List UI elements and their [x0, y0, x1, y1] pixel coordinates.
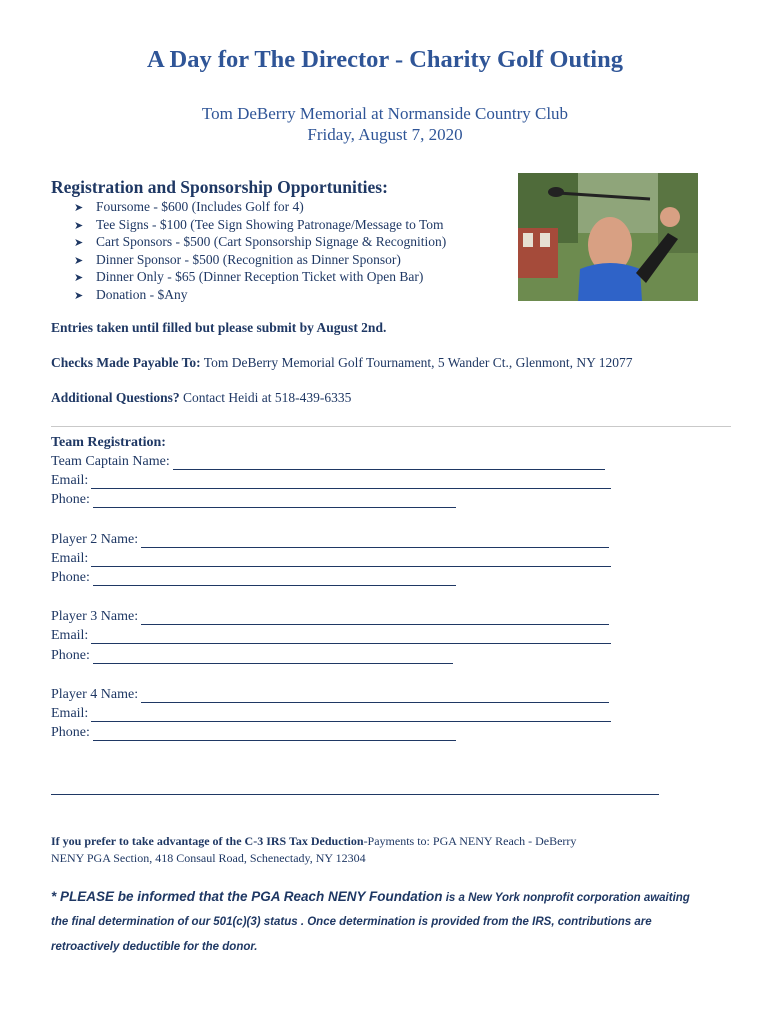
player3-email-field[interactable]: Email: [51, 628, 611, 644]
team-registration-heading: Team Registration: [51, 435, 166, 450]
player2-email-field[interactable]: Email: [51, 551, 611, 567]
player4-email-field[interactable]: Email: [51, 706, 611, 722]
golfer-photo [518, 173, 698, 301]
tax-deduction-line: If you prefer to take advantage of the C-3 IRS Tax Deduction-Payments to: PGA NENY Reach - DeBerry [51, 834, 577, 848]
arrow-bullet-icon: ➤ [74, 218, 84, 232]
questions-line: Additional Questions? Contact Heidi at 518-439-6335 [51, 390, 352, 405]
event-subtitle: Tom DeBerry Memorial at Normanside Country Club [201, 104, 569, 123]
divider [51, 426, 731, 427]
arrow-bullet-icon: ➤ [74, 271, 84, 284]
opportunities-heading: Registration and Sponsorship Opportunities: [51, 177, 388, 197]
arrow-bullet-icon: ➤ [74, 236, 84, 249]
player4-name-field[interactable]: Player 4 Name: [51, 687, 609, 703]
page-title: A Day for The Director - Charity Golf Outing [147, 46, 623, 73]
arrow-bullet-icon: ➤ [74, 253, 84, 267]
nonprofit-note-line2: the final determination of our 501(c)(3) status . Once determination is provided from the IRS, contributions are [51, 916, 652, 928]
arrow-bullet-icon: ➤ [74, 288, 84, 302]
player2-phone-field[interactable]: Phone: [51, 570, 456, 586]
list-item: ➤ Donation - $Any [74, 286, 446, 304]
list-item: ➤ Dinner Sponsor - $500 (Recognition as Dinner Sponsor) [74, 251, 446, 269]
list-item: ➤ Tee Signs - $100 (Tee Sign Showing Patronage/Message to Tom [74, 216, 446, 234]
nonprofit-note-line3: retroactively deductible for the donor. [51, 941, 258, 953]
tax-address-line: NENY PGA Section, 418 Consaul Road, Schenectady, NY 12304 [51, 851, 366, 865]
player3-name-field[interactable]: Player 3 Name: [51, 609, 609, 625]
list-item: ➤ Dinner Only - $65 (Dinner Reception Ticket with Open Bar) [74, 268, 446, 286]
list-item: ➤ Cart Sponsors - $500 (Cart Sponsorship Signage & Recognition) [74, 233, 446, 251]
list-item: ➤ Foursome - $600 (Includes Golf for 4) [74, 198, 446, 216]
event-date: Friday, August 7, 2020 [307, 125, 463, 144]
captain-phone-field[interactable]: Phone: [51, 492, 456, 508]
signature-line [51, 794, 659, 795]
player4-phone-field[interactable]: Phone: [51, 725, 456, 741]
checks-line: Checks Made Payable To: Tom DeBerry Memorial Golf Tournament, 5 Wander Ct., Glenmont, NY 12077 [51, 355, 633, 370]
captain-email-field[interactable]: Email: [51, 473, 611, 489]
arrow-bullet-icon: ➤ [74, 201, 84, 214]
entries-note: Entries taken until filled but please submit by August 2nd. [51, 320, 387, 335]
nonprofit-note-line1: * PLEASE be informed that the PGA Reach NENY Foundation is a New York nonprofit corporation awaiting [51, 889, 690, 904]
opportunities-list [74, 198, 446, 303]
player2-name-field[interactable]: Player 2 Name: [51, 532, 609, 548]
player3-phone-field[interactable]: Phone: [51, 648, 453, 664]
captain-name-field[interactable]: Team Captain Name: [51, 454, 605, 470]
